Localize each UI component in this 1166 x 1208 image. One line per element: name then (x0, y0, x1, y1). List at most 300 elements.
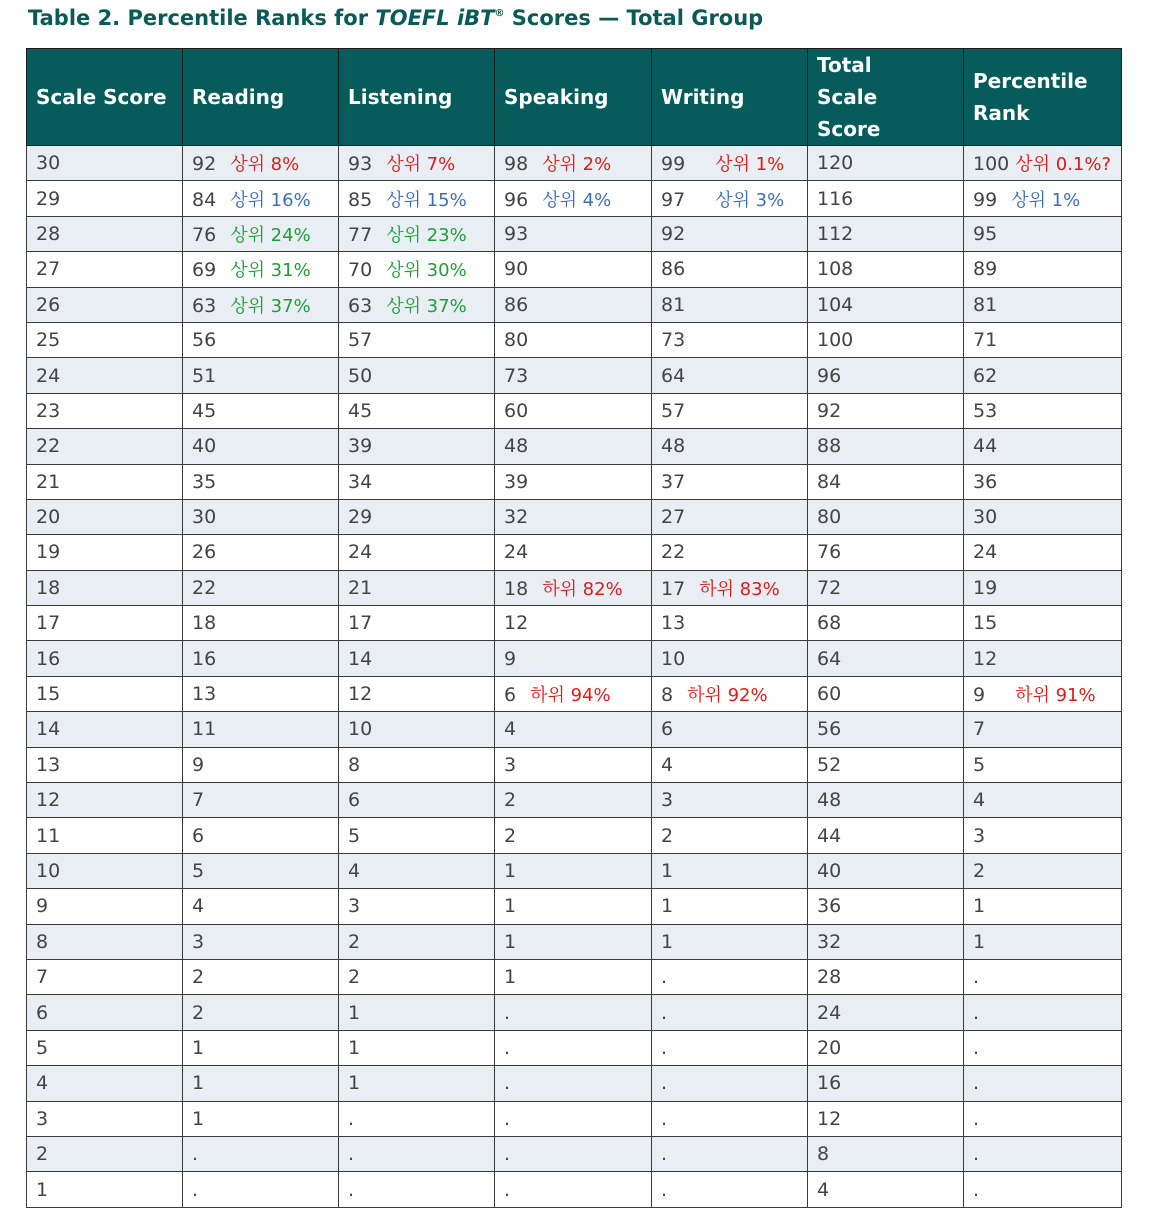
cell-total-scale-score (808, 959, 964, 994)
cell-value: 8 (817, 1143, 830, 1166)
percent-annotation: 상위 23% (386, 224, 467, 246)
cell-percentile-rank (964, 535, 1122, 570)
cell-value: 26 (36, 293, 61, 316)
cell-speaking (495, 1136, 652, 1171)
empty-value-dot: . (661, 1001, 668, 1024)
cell-value: 6 (348, 789, 361, 812)
cell-listening (339, 499, 495, 534)
cell-value: 9 (36, 895, 49, 918)
cell-percentile-rank (964, 464, 1122, 499)
cell-total-scale-score (808, 712, 964, 747)
cell-value: 99 (973, 188, 998, 211)
cell-value: 2 (192, 966, 205, 989)
cell-scale-score (27, 1101, 183, 1136)
empty-value-dot: . (348, 1143, 355, 1166)
cell-reading (183, 924, 339, 959)
cell-scale-score (27, 924, 183, 959)
cell-listening (339, 1066, 495, 1101)
cell-listening (339, 146, 495, 181)
cell-total-scale-score (808, 783, 964, 818)
cell-value: 73 (661, 329, 686, 352)
cell-writing (652, 641, 808, 676)
cell-writing (652, 358, 808, 393)
percent-annotation: 상위 1% (1011, 189, 1081, 211)
cell-value: 84 (192, 188, 217, 211)
cell-value: 29 (36, 187, 61, 210)
cell-value: 2 (348, 966, 361, 989)
cell-value: 12 (504, 612, 529, 635)
cell-percentile-rank (964, 1030, 1122, 1065)
cell-value: 16 (36, 647, 61, 670)
cell-value: 86 (661, 258, 686, 281)
cell-value: 5 (36, 1036, 49, 1059)
cell-percentile-rank (964, 924, 1122, 959)
cell-percentile-rank (964, 853, 1122, 888)
header-scale-score: Scale Score (27, 49, 183, 146)
cell-speaking (495, 1030, 652, 1065)
cell-total-scale-score (808, 181, 964, 216)
cell-value: 5 (973, 753, 986, 776)
cell-value: 1 (192, 1072, 205, 1095)
cell-value: 8 (36, 930, 49, 953)
cell-speaking (495, 606, 652, 641)
table-row (27, 1101, 1122, 1136)
table-row (27, 146, 1122, 181)
cell-value: 15 (973, 612, 998, 635)
cell-value: 1 (192, 1107, 205, 1130)
cell-value: 81 (973, 293, 998, 316)
title-italic (375, 6, 504, 30)
cell-value: 40 (192, 435, 217, 458)
cell-speaking (495, 959, 652, 994)
cell-value: 4 (36, 1072, 49, 1095)
cell-total-scale-score (808, 358, 964, 393)
cell-value: 1 (348, 1036, 361, 1059)
cell-value: 26 (192, 541, 217, 564)
table-row (27, 676, 1122, 711)
cell-writing (652, 747, 808, 782)
cell-value: 8 (348, 753, 361, 776)
cell-value: 80 (504, 329, 529, 352)
cell-value: 64 (661, 364, 686, 387)
percent-annotation: 하위 83% (699, 578, 780, 600)
percent-annotation: 상위 31% (230, 260, 311, 282)
cell-value: 72 (817, 576, 842, 599)
table-row (27, 1030, 1122, 1065)
cell-percentile-rank (964, 1136, 1122, 1171)
cell-reading (183, 747, 339, 782)
empty-value-dot: . (973, 1143, 980, 1166)
header-writing: Writing (652, 49, 808, 146)
cell-scale-score (27, 818, 183, 853)
cell-reading (183, 358, 339, 393)
empty-value-dot: . (504, 1036, 511, 1059)
cell-total-scale-score (808, 216, 964, 251)
cell-value: 28 (817, 966, 842, 989)
cell-listening (339, 252, 495, 287)
cell-scale-score (27, 358, 183, 393)
cell-total-scale-score (808, 570, 964, 605)
cell-scale-score (27, 1066, 183, 1101)
cell-value: 4 (973, 789, 986, 812)
empty-value-dot: . (504, 1001, 511, 1024)
empty-value-dot: . (661, 1107, 668, 1130)
percent-annotation: 상위 1% (715, 154, 785, 176)
cell-speaking (495, 1066, 652, 1101)
cell-value: 76 (817, 541, 842, 564)
cell-reading (183, 959, 339, 994)
cell-value: 50 (348, 364, 373, 387)
cell-writing (652, 995, 808, 1030)
percent-annotation: 상위 7% (386, 154, 456, 176)
cell-writing (652, 252, 808, 287)
cell-speaking (495, 429, 652, 464)
cell-value: 14 (348, 647, 373, 670)
cell-value: 96 (504, 188, 529, 211)
cell-reading (183, 499, 339, 534)
cell-reading (183, 1136, 339, 1171)
cell-value: 25 (36, 329, 61, 352)
empty-value-dot: . (661, 1143, 668, 1166)
cell-reading (183, 252, 339, 287)
cell-percentile-rank (964, 783, 1122, 818)
header-listening: Listening (339, 49, 495, 146)
cell-value: 24 (817, 1001, 842, 1024)
cell-value: 34 (348, 470, 373, 493)
cell-percentile-rank (964, 393, 1122, 428)
cell-writing (652, 676, 808, 711)
cell-writing (652, 429, 808, 464)
empty-value-dot: . (348, 1107, 355, 1130)
percent-annotation: 상위 4% (542, 189, 612, 211)
table-row (27, 712, 1122, 747)
cell-speaking (495, 358, 652, 393)
cell-value: 89 (973, 258, 998, 281)
cell-listening (339, 393, 495, 428)
header-total-scale-score: Total Scale Score (808, 49, 964, 146)
cell-value: 60 (504, 399, 529, 422)
cell-value: 3 (973, 824, 986, 847)
table-body (27, 146, 1122, 1208)
empty-value-dot: . (661, 966, 668, 989)
table-title (28, 0, 763, 30)
cell-speaking (495, 783, 652, 818)
percentile-table (26, 48, 1122, 1208)
cell-value: 12 (348, 683, 373, 706)
cell-value: 3 (661, 789, 674, 812)
percent-annotation: 하위 92% (687, 685, 768, 707)
cell-reading (183, 287, 339, 322)
cell-percentile-rank (964, 1101, 1122, 1136)
table-row (27, 181, 1122, 216)
cell-value: 19 (973, 576, 998, 599)
cell-writing (652, 853, 808, 888)
empty-value-dot: . (504, 1107, 511, 1130)
cell-reading (183, 322, 339, 357)
empty-value-dot: . (973, 1178, 980, 1201)
empty-value-dot: . (973, 1001, 980, 1024)
table-row (27, 535, 1122, 570)
cell-reading (183, 995, 339, 1030)
cell-value: 24 (973, 541, 998, 564)
cell-value: 1 (504, 966, 517, 989)
cell-percentile-rank (964, 287, 1122, 322)
cell-reading (183, 1030, 339, 1065)
cell-value: 20 (36, 506, 61, 529)
cell-speaking (495, 889, 652, 924)
cell-value: 60 (817, 683, 842, 706)
cell-scale-score (27, 676, 183, 711)
cell-total-scale-score (808, 535, 964, 570)
cell-percentile-rank (964, 676, 1122, 711)
empty-value-dot: . (973, 1107, 980, 1130)
cell-value: 9 (973, 684, 986, 707)
cell-value: 24 (348, 541, 373, 564)
cell-value: 63 (348, 294, 373, 317)
cell-value: 27 (36, 258, 61, 281)
cell-writing (652, 924, 808, 959)
cell-value: 85 (348, 188, 373, 211)
cell-writing (652, 464, 808, 499)
title-prefix: Table 2. Percentile Ranks for (28, 6, 376, 30)
cell-value: 44 (817, 824, 842, 847)
cell-value: 62 (973, 364, 998, 387)
table-row (27, 959, 1122, 994)
cell-value: 6 (192, 824, 205, 847)
cell-value: 10 (661, 647, 686, 670)
cell-reading (183, 889, 339, 924)
table-row (27, 393, 1122, 428)
cell-value: 32 (817, 930, 842, 953)
cell-value: 37 (661, 470, 686, 493)
cell-value: 13 (661, 612, 686, 635)
cell-scale-score (27, 606, 183, 641)
cell-writing (652, 287, 808, 322)
cell-value: 99 (661, 153, 686, 176)
percent-annotation: 상위 15% (386, 189, 467, 211)
cell-value: 17 (348, 612, 373, 635)
cell-scale-score (27, 499, 183, 534)
cell-value: 92 (192, 153, 217, 176)
cell-writing (652, 216, 808, 251)
table-row (27, 995, 1122, 1030)
cell-value: 14 (36, 718, 61, 741)
table-row (27, 322, 1122, 357)
cell-scale-score (27, 641, 183, 676)
cell-listening (339, 676, 495, 711)
cell-value: 116 (817, 187, 854, 210)
cell-value: 1 (36, 1178, 49, 1201)
cell-percentile-rank (964, 216, 1122, 251)
cell-value: 1 (973, 895, 986, 918)
cell-value: 92 (817, 399, 842, 422)
percent-annotation: 하위 91% (1015, 685, 1096, 707)
cell-reading (183, 181, 339, 216)
cell-value: 32 (504, 506, 529, 529)
cell-value: 21 (36, 470, 61, 493)
cell-value: 9 (504, 647, 517, 670)
cell-reading (183, 783, 339, 818)
cell-scale-score (27, 889, 183, 924)
cell-scale-score (27, 995, 183, 1030)
cell-value: 100 (973, 153, 1010, 176)
cell-value: 104 (817, 293, 854, 316)
cell-value: 77 (348, 223, 373, 246)
cell-writing (652, 959, 808, 994)
cell-total-scale-score (808, 287, 964, 322)
cell-percentile-rank (964, 818, 1122, 853)
cell-total-scale-score (808, 252, 964, 287)
cell-value: 69 (192, 259, 217, 282)
cell-writing (652, 499, 808, 534)
cell-percentile-rank (964, 606, 1122, 641)
cell-value: 68 (817, 612, 842, 635)
table-row (27, 499, 1122, 534)
cell-speaking (495, 464, 652, 499)
cell-total-scale-score (808, 995, 964, 1030)
empty-value-dot: . (973, 1036, 980, 1059)
cell-value: 27 (661, 506, 686, 529)
cell-percentile-rank (964, 959, 1122, 994)
cell-value: 56 (192, 329, 217, 352)
table-row (27, 287, 1122, 322)
cell-value: 12 (817, 1107, 842, 1130)
cell-value: 11 (192, 718, 217, 741)
cell-value: 92 (661, 222, 686, 245)
cell-value: 5 (348, 824, 361, 847)
cell-writing (652, 1136, 808, 1171)
cell-listening (339, 1030, 495, 1065)
table-row (27, 570, 1122, 605)
cell-scale-score (27, 146, 183, 181)
percent-annotation: 하위 94% (530, 685, 611, 707)
cell-total-scale-score (808, 1101, 964, 1136)
cell-value: 12 (36, 789, 61, 812)
cell-value: 120 (817, 152, 854, 175)
cell-value: 17 (36, 612, 61, 635)
header-speaking: Speaking (495, 49, 652, 146)
cell-listening (339, 924, 495, 959)
cell-reading (183, 429, 339, 464)
cell-reading (183, 1101, 339, 1136)
cell-percentile-rank (964, 429, 1122, 464)
cell-value: 48 (504, 435, 529, 458)
cell-value: 73 (504, 364, 529, 387)
cell-value: 98 (504, 153, 529, 176)
cell-value: 97 (661, 188, 686, 211)
empty-value-dot: . (192, 1178, 199, 1201)
cell-value: 1 (348, 1001, 361, 1024)
cell-writing (652, 606, 808, 641)
percent-annotation: 상위 24% (230, 224, 311, 246)
cell-writing (652, 322, 808, 357)
cell-value: 57 (348, 329, 373, 352)
table-header-row (27, 49, 1122, 146)
cell-value: 112 (817, 222, 854, 245)
cell-value: 45 (348, 399, 373, 422)
cell-listening (339, 464, 495, 499)
cell-value: 6 (504, 684, 517, 707)
cell-total-scale-score (808, 1136, 964, 1171)
cell-listening (339, 818, 495, 853)
cell-value: 29 (348, 506, 373, 529)
percent-annotation: 상위 37% (230, 295, 311, 317)
cell-value: 1 (661, 930, 674, 953)
cell-value: 70 (348, 259, 373, 282)
title-brand: TOEFL iBT (375, 6, 495, 30)
cell-value: 51 (192, 364, 217, 387)
cell-value: 8 (661, 684, 674, 707)
cell-reading (183, 712, 339, 747)
cell-percentile-rank (964, 322, 1122, 357)
cell-value: 2 (504, 789, 517, 812)
cell-scale-score (27, 1136, 183, 1171)
table-row (27, 1066, 1122, 1101)
cell-value: 7 (973, 718, 986, 741)
cell-writing (652, 1030, 808, 1065)
cell-value: 76 (192, 223, 217, 246)
cell-scale-score (27, 464, 183, 499)
cell-scale-score (27, 216, 183, 251)
cell-value: 9 (192, 753, 205, 776)
cell-speaking (495, 818, 652, 853)
cell-total-scale-score (808, 853, 964, 888)
cell-speaking (495, 252, 652, 287)
cell-value: 22 (661, 541, 686, 564)
header-percentile-rank: Percentile Rank (964, 49, 1122, 146)
cell-listening (339, 783, 495, 818)
cell-percentile-rank (964, 747, 1122, 782)
percent-annotation: 상위 3% (715, 189, 785, 211)
cell-value: 23 (36, 399, 61, 422)
cell-writing (652, 712, 808, 747)
cell-scale-score (27, 1030, 183, 1065)
cell-scale-score (27, 535, 183, 570)
cell-reading (183, 535, 339, 570)
table-row (27, 783, 1122, 818)
cell-value: 48 (661, 435, 686, 458)
cell-total-scale-score (808, 464, 964, 499)
table-row (27, 606, 1122, 641)
cell-value: 3 (192, 930, 205, 953)
cell-value: 5 (192, 860, 205, 882)
cell-speaking (495, 924, 652, 959)
cell-value: 16 (192, 647, 217, 670)
cell-value: 1 (504, 930, 517, 953)
cell-listening (339, 570, 495, 605)
cell-percentile-rank (964, 181, 1122, 216)
cell-value: 21 (348, 576, 373, 599)
cell-value: 18 (36, 576, 61, 599)
cell-value: 17 (661, 577, 686, 600)
cell-total-scale-score (808, 499, 964, 534)
cell-value: 48 (817, 789, 842, 812)
cell-value: 1 (661, 860, 674, 882)
cell-scale-score (27, 393, 183, 428)
cell-reading (183, 146, 339, 181)
cell-value: 24 (36, 364, 61, 387)
cell-value: 2 (504, 824, 517, 847)
empty-value-dot: . (348, 1178, 355, 1201)
cell-value: 4 (661, 753, 674, 776)
table-row (27, 747, 1122, 782)
cell-listening (339, 712, 495, 747)
cell-value: 40 (817, 860, 842, 882)
cell-value: 22 (192, 576, 217, 599)
cell-scale-score (27, 252, 183, 287)
cell-percentile-rank (964, 358, 1122, 393)
cell-listening (339, 889, 495, 924)
